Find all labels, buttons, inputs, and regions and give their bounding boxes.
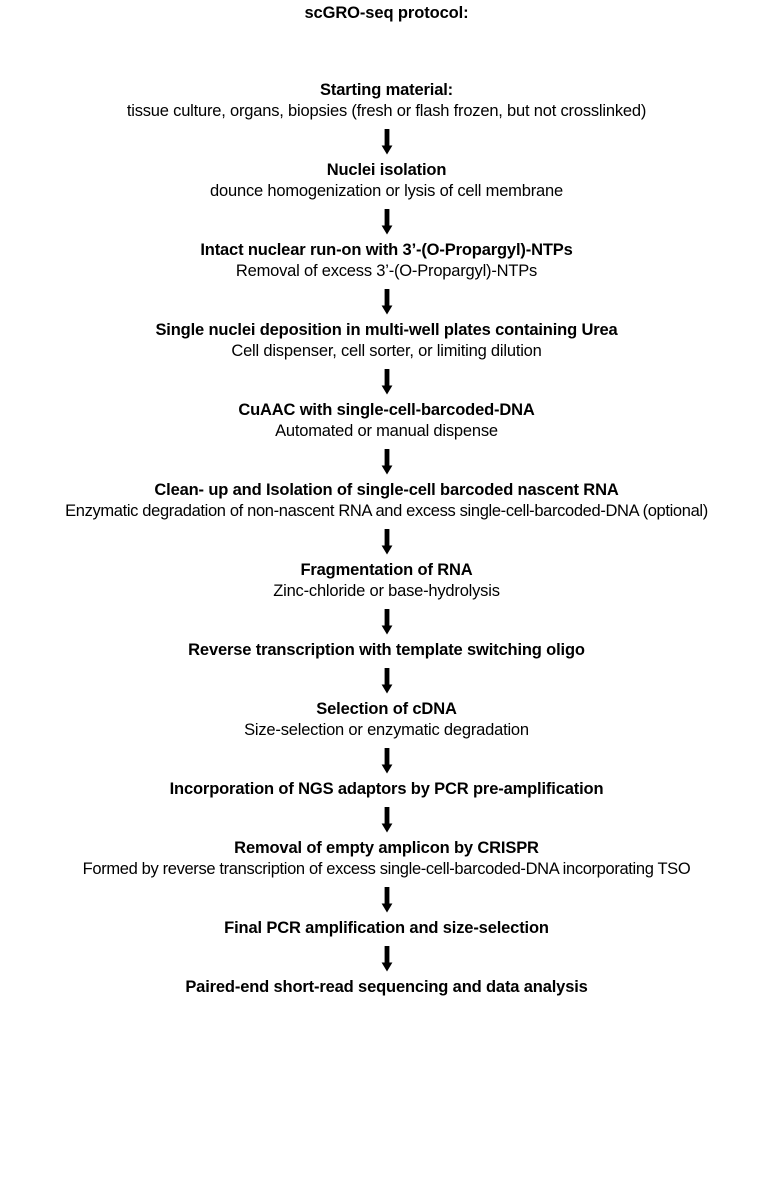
protocol-step	[0, 160, 773, 202]
step-title: Removal of empty amplicon by CRISPR	[234, 839, 539, 857]
step-subtitle: Size-selection or enzymatic degradation	[244, 721, 529, 739]
protocol-step	[0, 320, 773, 362]
down-arrow-icon	[375, 202, 399, 240]
step-subtitle: Enzymatic degradation of non-nascent RNA and excess single-cell-barcoded-DNA (optional)	[65, 502, 708, 520]
step-title: Single nuclei deposition in multi-well plates containing Urea	[155, 321, 618, 339]
protocol-step	[0, 918, 773, 939]
step-subtitle: Formed by reverse transcription of excess single-cell-barcoded-DNA incorporating TSO	[82, 860, 691, 878]
step-title: Fragmentation of RNA	[300, 561, 473, 579]
step-title: Clean- up and Isolation of single-cell barcoded nascent RNA	[154, 481, 619, 499]
step-subtitle: Cell dispenser, cell sorter, or limiting dilution	[231, 342, 542, 360]
step-subtitle: dounce homogenization or lysis of cell membrane	[210, 182, 563, 200]
down-arrow-icon	[375, 122, 399, 160]
protocol-step	[0, 560, 773, 602]
step-title: Reverse transcription with template switching oligo	[188, 641, 585, 659]
down-arrow-icon	[375, 661, 399, 699]
down-arrow-icon	[375, 282, 399, 320]
protocol-step	[0, 480, 773, 522]
down-arrow-icon	[375, 800, 399, 838]
down-arrow-icon	[375, 880, 399, 918]
down-arrow-icon	[375, 602, 399, 640]
step-title: Paired-end short-read sequencing and data analysis	[185, 978, 588, 996]
step-title: Final PCR amplification and size-selection	[224, 919, 549, 937]
protocol-step	[0, 80, 773, 122]
title-spacer	[386, 23, 387, 80]
step-subtitle: tissue culture, organs, biopsies (fresh or flash frozen, but not crosslinked)	[126, 102, 647, 120]
protocol-step	[0, 400, 773, 442]
step-title: Nuclei isolation	[326, 161, 447, 179]
step-title: Intact nuclear run-on with 3’-(O-Propargyl)-NTPs	[200, 241, 573, 259]
step-title: Incorporation of NGS adaptors by PCR pre-amplification	[169, 780, 604, 798]
step-subtitle: Zinc-chloride or base-hydrolysis	[273, 582, 500, 600]
down-arrow-icon	[375, 522, 399, 560]
protocol-step	[0, 640, 773, 661]
down-arrow-icon	[375, 741, 399, 779]
down-arrow-icon	[375, 442, 399, 480]
steps-container	[0, 80, 773, 998]
protocol-step	[0, 779, 773, 800]
protocol-step	[0, 240, 773, 282]
protocol-step	[0, 977, 773, 998]
step-title: CuAAC with single-cell-barcoded-DNA	[238, 401, 535, 419]
step-title: Starting material:	[320, 81, 453, 99]
down-arrow-icon	[375, 362, 399, 400]
protocol-step	[0, 838, 773, 880]
page-title: scGRO-seq protocol:	[304, 4, 469, 22]
down-arrow-icon	[375, 939, 399, 977]
step-subtitle: Removal of excess 3’-(O-Propargyl)-NTPs	[235, 262, 538, 280]
protocol-step	[0, 699, 773, 741]
step-subtitle: Automated or manual dispense	[275, 422, 498, 440]
step-title: Selection of cDNA	[316, 700, 457, 718]
